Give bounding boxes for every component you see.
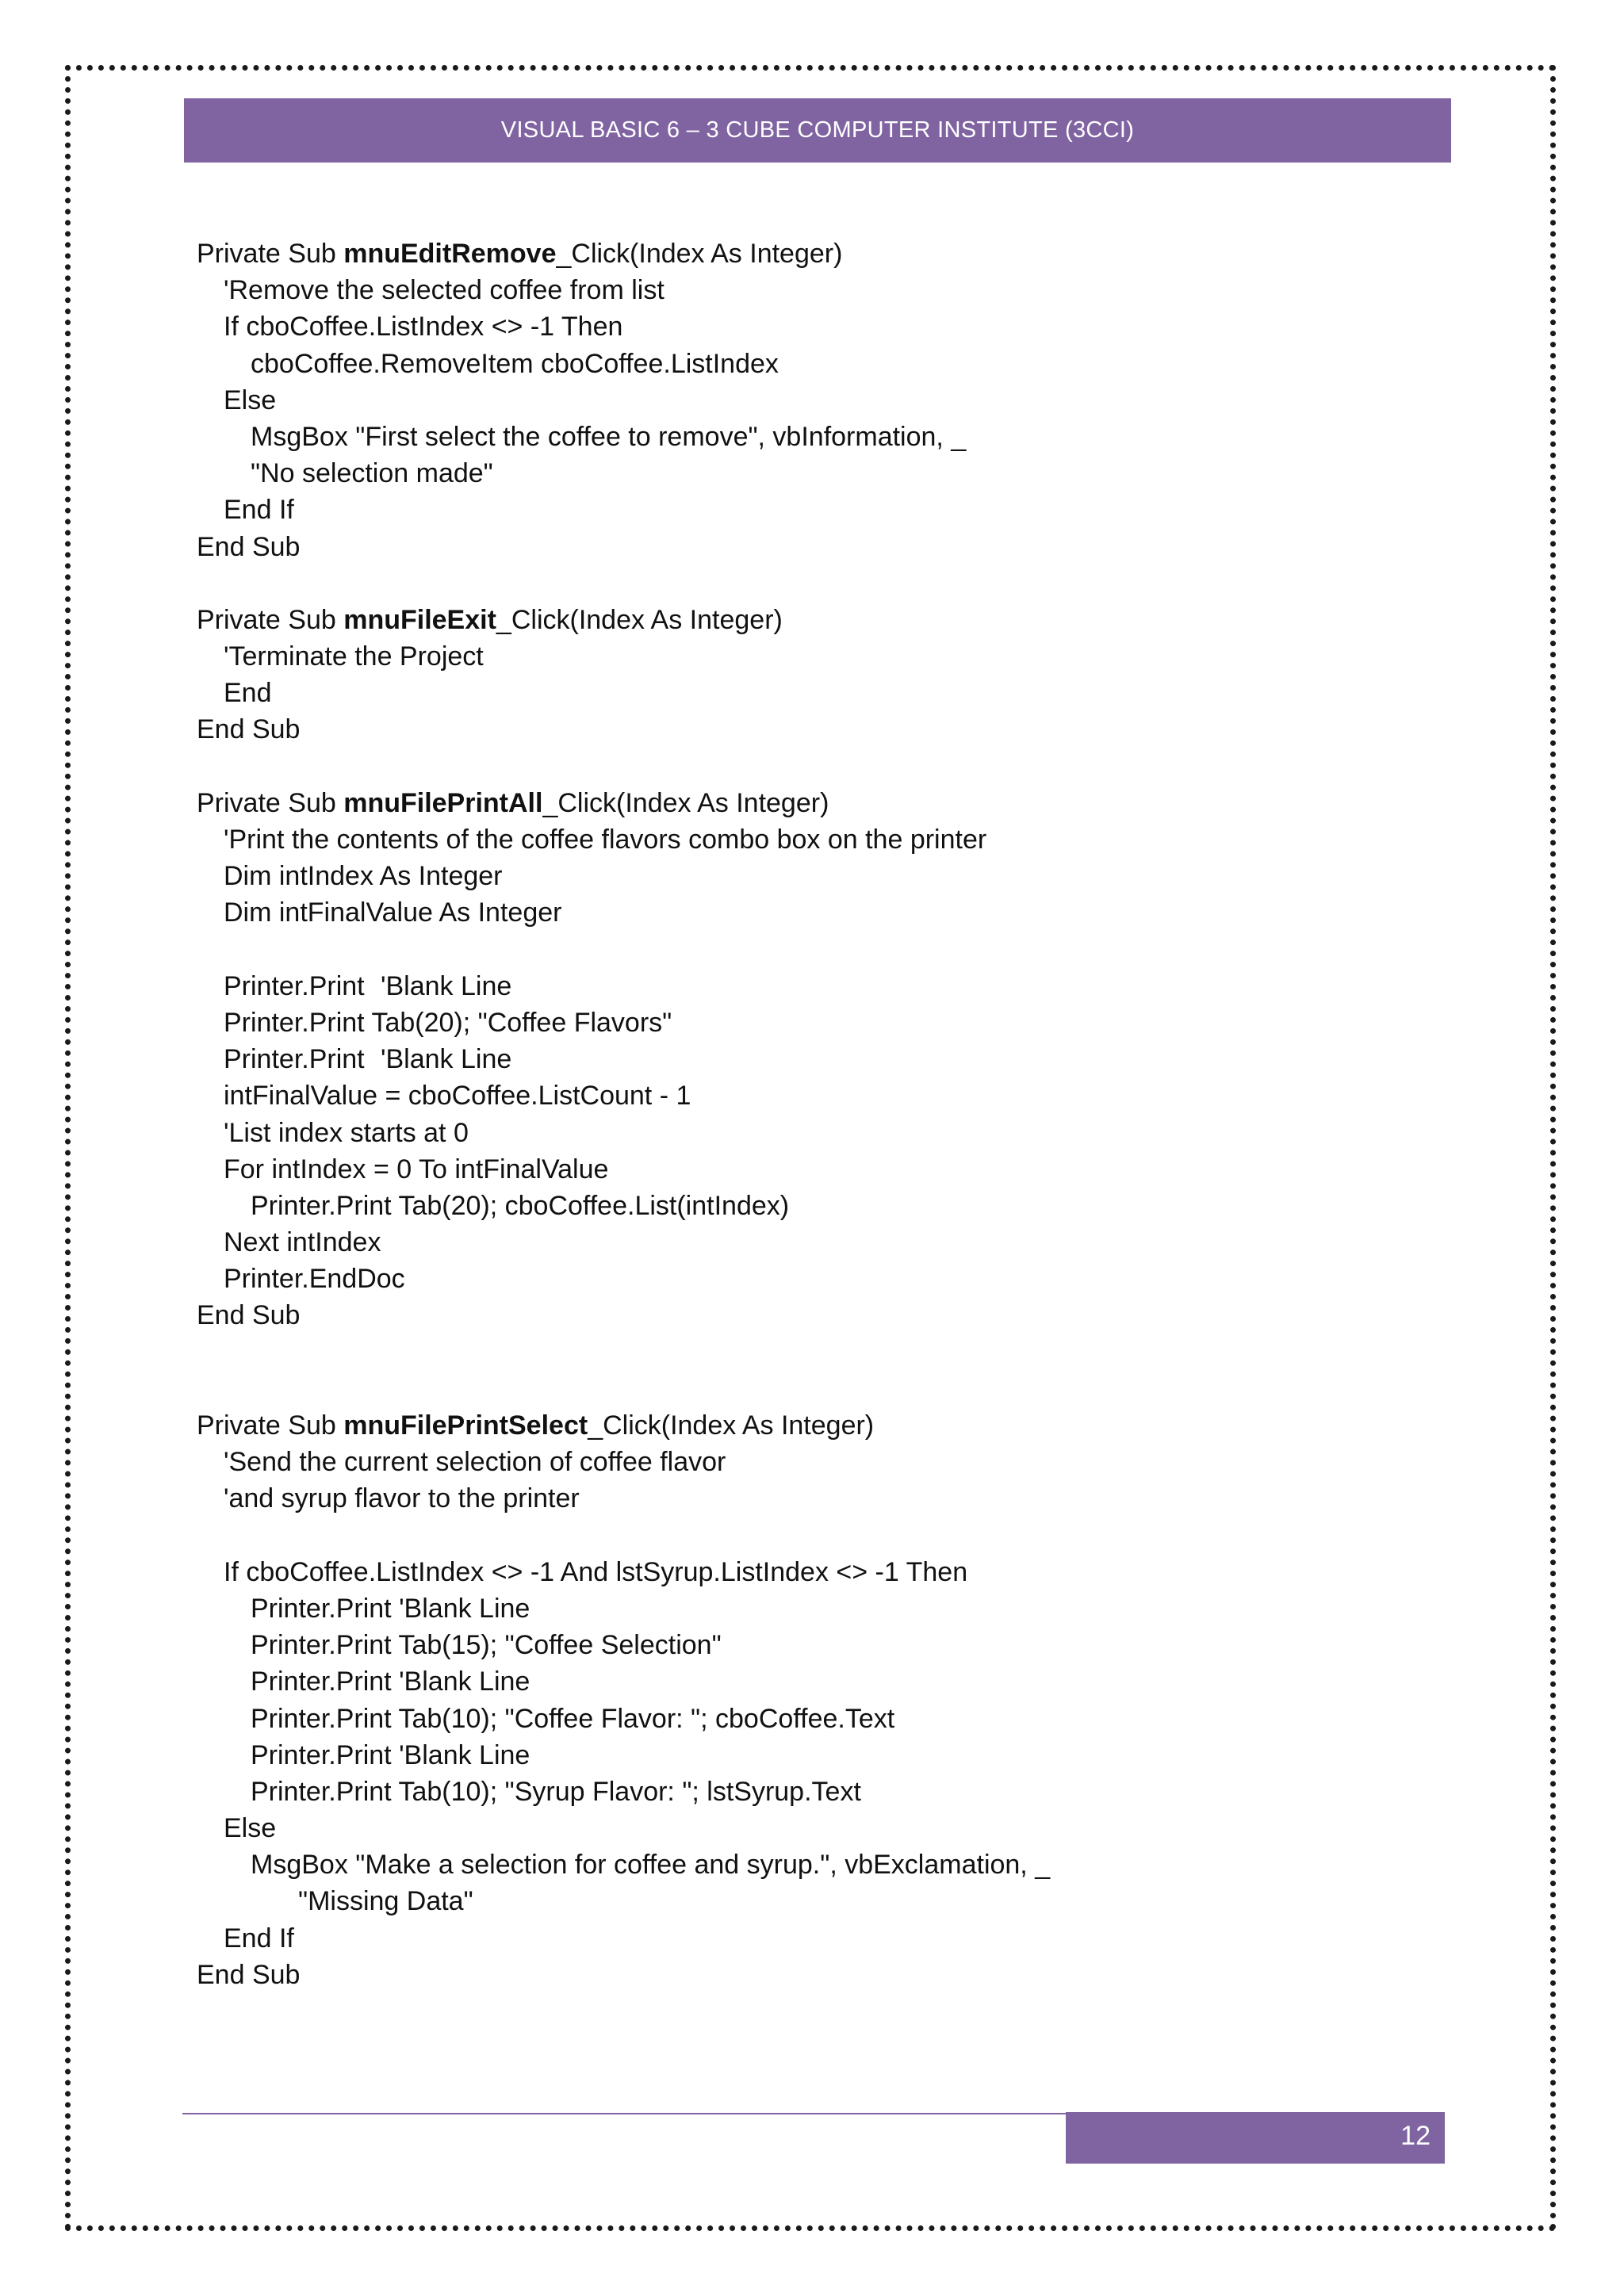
code-line: 'Terminate the Project bbox=[224, 641, 484, 672]
header-title: VISUAL BASIC 6 – 3 CUBE COMPUTER INSTITUTE (3CCI) bbox=[500, 117, 1135, 143]
code-line: End If bbox=[224, 495, 294, 526]
code-line: intFinalValue = cboCoffee.ListCount - 1 bbox=[224, 1081, 691, 1112]
sub-keyword: Private Sub bbox=[197, 239, 344, 269]
code-line: Dim intIndex As Integer bbox=[224, 861, 503, 892]
code-line: Printer.Print Tab(20); "Coffee Flavors" bbox=[224, 1007, 672, 1038]
code-line: End Sub bbox=[197, 531, 301, 562]
procedure-name: mnuFileExit bbox=[343, 604, 496, 635]
header-bar bbox=[184, 98, 1451, 163]
code-line bbox=[197, 968, 1434, 1004]
code-line-sub-declaration bbox=[197, 602, 1434, 638]
sub-keyword: Private Sub bbox=[197, 1410, 344, 1441]
blank-line bbox=[197, 1334, 1434, 1371]
code-line: Printer.Print Tab(20); cboCoffee.List(intIndex) bbox=[251, 1190, 790, 1221]
code-line: Printer.Print Tab(10); "Syrup Flavor: "; lstSyrup.Text bbox=[251, 1776, 861, 1807]
code-line: Else bbox=[224, 1813, 277, 1844]
code-line: Printer.Print Tab(10); "Coffee Flavor: "; cboCoffee.Text bbox=[251, 1703, 895, 1734]
code-line: End Sub bbox=[197, 714, 301, 745]
code-comment: 'Blank Line bbox=[381, 1044, 512, 1075]
code-line: MsgBox "Make a selection for coffee and syrup.", vbExclamation, _ bbox=[251, 1850, 1051, 1881]
code-statement: Printer.Print bbox=[224, 1044, 365, 1075]
sub-signature: _Click(Index As Integer) bbox=[496, 604, 783, 635]
code-line: 'Remove the selected coffee from list bbox=[224, 275, 665, 306]
footer-page-box bbox=[1066, 2112, 1445, 2164]
code-line: Printer.Print 'Blank Line bbox=[251, 1667, 530, 1697]
sub-signature: _Click(Index As Integer) bbox=[542, 787, 829, 818]
blank-line bbox=[197, 748, 1434, 785]
code-comment: 'Blank Line bbox=[381, 970, 512, 1001]
blank-line bbox=[197, 1517, 1434, 1554]
code-statement: Printer.Print bbox=[224, 970, 365, 1001]
procedure-name: mnuFilePrintSelect bbox=[343, 1410, 588, 1441]
sub-signature: _Click(Index As Integer) bbox=[588, 1410, 875, 1441]
sub-signature: _Click(Index As Integer) bbox=[556, 239, 843, 269]
code-line: 'and syrup flavor to the printer bbox=[224, 1483, 580, 1514]
blank-line bbox=[197, 565, 1434, 602]
code-line: If cboCoffee.ListIndex <> -1 Then bbox=[224, 312, 623, 342]
code-line: 'Send the current selection of coffee flavor bbox=[224, 1447, 726, 1478]
procedure-name: mnuEditRemove bbox=[343, 239, 557, 269]
blank-line bbox=[197, 1371, 1434, 1407]
footer-rule bbox=[182, 2113, 1066, 2114]
code-line: End Sub bbox=[197, 1300, 301, 1331]
code-line: End If bbox=[224, 1923, 294, 1954]
code-line: 'Print the contents of the coffee flavors combo box on the printer bbox=[224, 825, 987, 855]
code-line: Printer.Print 'Blank Line bbox=[251, 1739, 530, 1770]
code-line: Printer.Print 'Blank Line bbox=[251, 1593, 530, 1624]
code-line: End Sub bbox=[197, 1959, 301, 1990]
procedure-name: mnuFilePrintAll bbox=[343, 787, 543, 818]
code-line: Printer.EndDoc bbox=[224, 1264, 405, 1295]
code-line: cboCoffee.RemoveItem cboCoffee.ListIndex bbox=[251, 348, 779, 379]
code-line: Printer.Print Tab(15); "Coffee Selection" bbox=[251, 1630, 722, 1661]
code-line-sub-declaration bbox=[197, 235, 1434, 272]
code-line: Next intIndex bbox=[224, 1227, 381, 1258]
code-line: If cboCoffee.ListIndex <> -1 And lstSyrup.ListIndex <> -1 Then bbox=[224, 1556, 968, 1587]
code-line: 'List index starts at 0 bbox=[224, 1117, 469, 1148]
sub-keyword: Private Sub bbox=[197, 604, 344, 635]
code-line: Else bbox=[224, 385, 277, 415]
code-listing bbox=[197, 235, 1434, 1993]
code-line: MsgBox "First select the coffee to remove", vbInformation, _ bbox=[251, 421, 967, 452]
code-line: "No selection made" bbox=[251, 458, 493, 489]
sub-keyword: Private Sub bbox=[197, 787, 344, 818]
code-line: For intIndex = 0 To intFinalValue bbox=[224, 1154, 609, 1184]
code-line: End bbox=[224, 678, 272, 709]
code-line-sub-declaration bbox=[197, 1407, 1434, 1444]
code-line: "Missing Data" bbox=[298, 1886, 473, 1917]
code-line: Dim intFinalValue As Integer bbox=[224, 897, 562, 928]
page-number: 12 bbox=[1400, 2121, 1431, 2151]
code-line bbox=[197, 1041, 1434, 1077]
code-line-sub-declaration bbox=[197, 785, 1434, 821]
blank-line bbox=[197, 932, 1434, 968]
